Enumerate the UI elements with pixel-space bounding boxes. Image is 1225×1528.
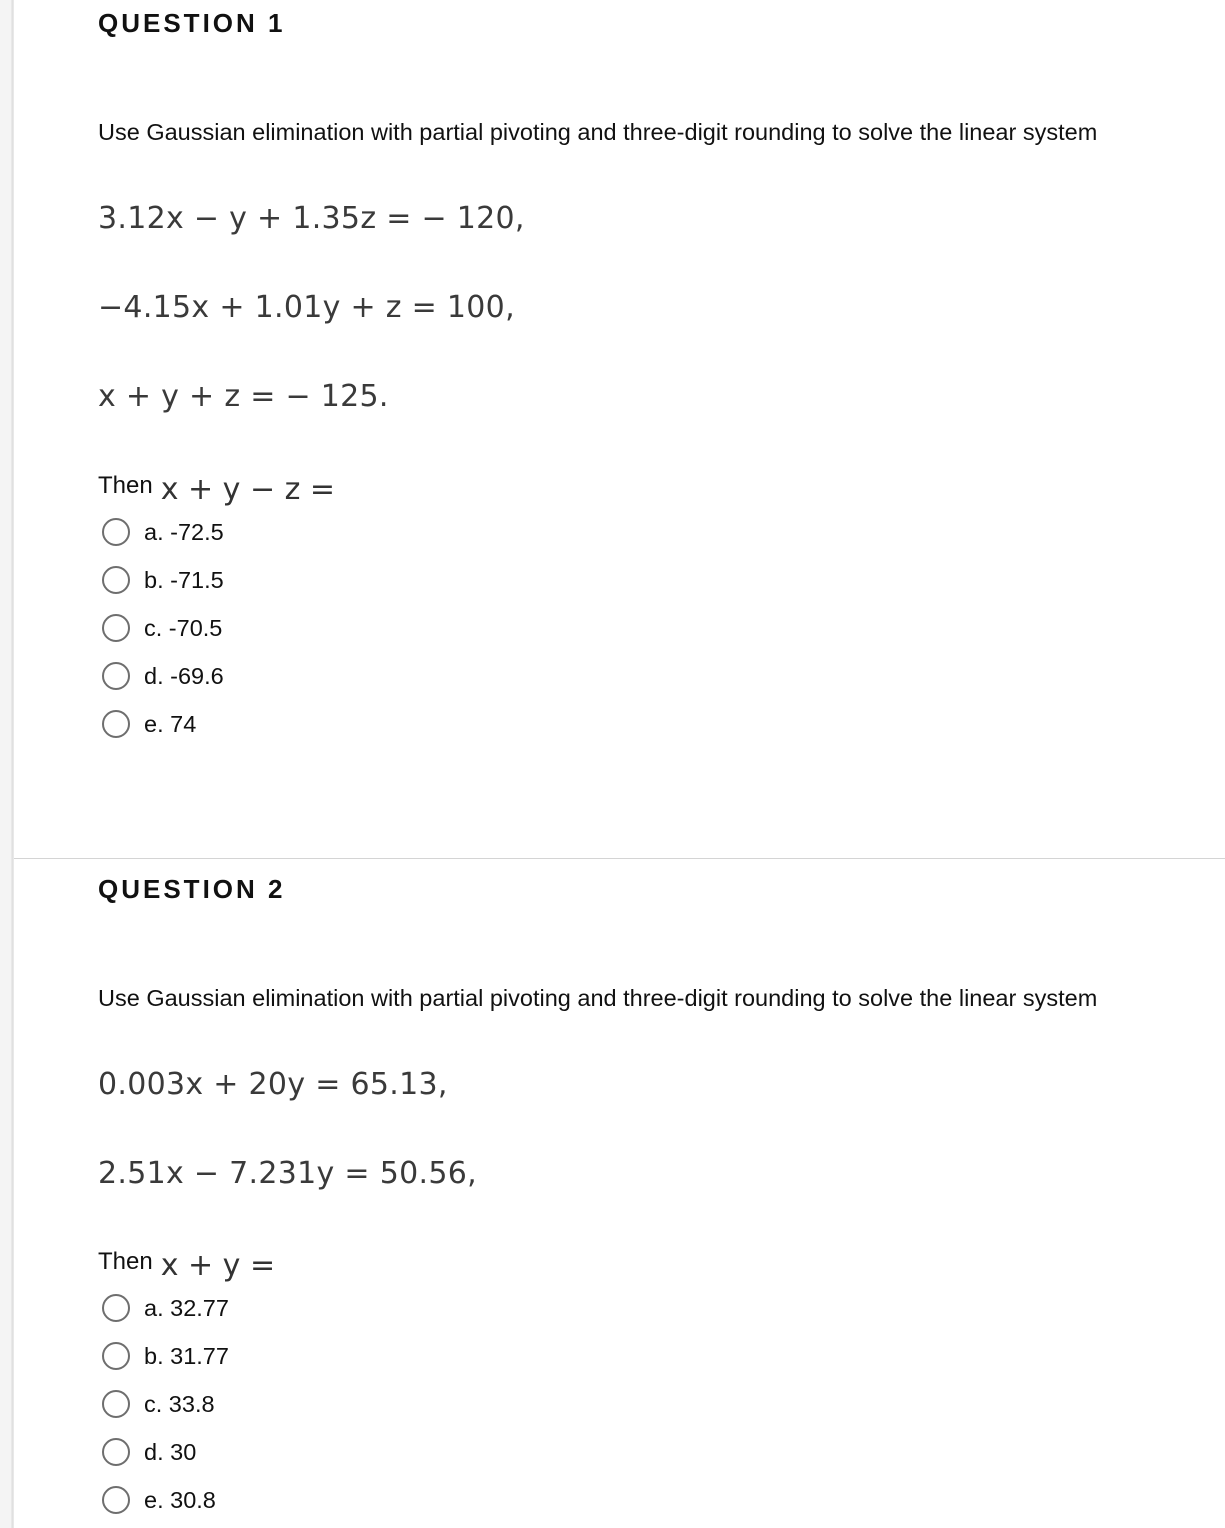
equation-2: 2.51x − 7.231y = 50.56, bbox=[98, 1156, 477, 1191]
radio-button[interactable] bbox=[102, 1294, 130, 1322]
choice-label: c. -70.5 bbox=[144, 614, 223, 641]
question-1 bbox=[14, 0, 1225, 859]
question-2 bbox=[14, 859, 1225, 1528]
choice-label: d. -69.6 bbox=[144, 662, 224, 689]
choice-c[interactable] bbox=[102, 610, 222, 646]
then-expression: x + y = bbox=[160, 1248, 276, 1283]
then-label: Then bbox=[98, 1248, 153, 1275]
equation-1: 3.12x − y + 1.35z = − 120, bbox=[98, 201, 525, 236]
then-line bbox=[98, 1242, 276, 1283]
radio-button[interactable] bbox=[102, 710, 130, 738]
then-label: Then bbox=[98, 472, 153, 499]
choice-b[interactable] bbox=[102, 1338, 229, 1374]
choice-label: b. 31.77 bbox=[144, 1342, 229, 1369]
choice-b[interactable] bbox=[102, 562, 224, 598]
choice-label: b. -71.5 bbox=[144, 566, 224, 593]
question-title: QUESTION 2 bbox=[98, 874, 286, 904]
choice-c[interactable] bbox=[102, 1386, 215, 1422]
radio-button[interactable] bbox=[102, 1390, 130, 1418]
equation-3: x + y + z = − 125. bbox=[98, 379, 389, 414]
choice-label: e. 30.8 bbox=[144, 1486, 216, 1513]
choice-label: c. 33.8 bbox=[144, 1390, 215, 1417]
question-prompt: Use Gaussian elimination with partial pivoting and three-digit rounding to solve the linear system bbox=[98, 985, 1098, 1011]
choice-label: a. -72.5 bbox=[144, 518, 224, 545]
equation-2: −4.15x + 1.01y + z = 100, bbox=[98, 290, 515, 325]
radio-button[interactable] bbox=[102, 1342, 130, 1370]
equation-1: 0.003x + 20y = 65.13, bbox=[98, 1067, 448, 1102]
radio-button[interactable] bbox=[102, 662, 130, 690]
radio-button[interactable] bbox=[102, 566, 130, 594]
then-expression: x + y − z = bbox=[160, 472, 336, 507]
choice-label: e. 74 bbox=[144, 710, 197, 737]
choice-a[interactable] bbox=[102, 1290, 229, 1326]
choice-a[interactable] bbox=[102, 514, 224, 550]
choice-d[interactable] bbox=[102, 1434, 196, 1470]
choice-d[interactable] bbox=[102, 658, 224, 694]
radio-button[interactable] bbox=[102, 518, 130, 546]
choice-label: d. 30 bbox=[144, 1438, 197, 1465]
left-border bbox=[0, 0, 14, 1528]
question-prompt: Use Gaussian elimination with partial pivoting and three-digit rounding to solve the linear system bbox=[98, 119, 1098, 145]
question-title: QUESTION 1 bbox=[98, 8, 286, 38]
radio-button[interactable] bbox=[102, 1486, 130, 1514]
radio-button[interactable] bbox=[102, 614, 130, 642]
choice-label: a. 32.77 bbox=[144, 1294, 229, 1321]
then-line bbox=[98, 466, 336, 507]
choice-e[interactable] bbox=[102, 706, 196, 742]
radio-button[interactable] bbox=[102, 1438, 130, 1466]
choice-e[interactable] bbox=[102, 1482, 216, 1518]
